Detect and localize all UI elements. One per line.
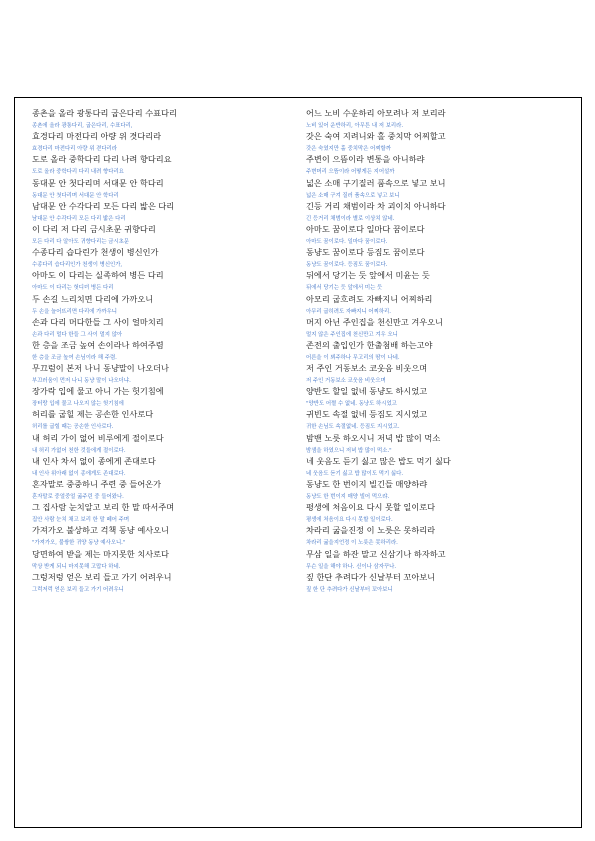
verse-gloss: 무슨 일을 해야 하나. 신이나 삼자꾸나.: [306, 563, 397, 570]
verse-gloss: 내 허리 가없어 천한 것들에게 절이로다.: [32, 447, 126, 454]
verse-pair: [32, 270, 297, 293]
verse-gloss: 어른을 이 뵈주하나 무고리의 땀이 나네.: [306, 354, 400, 361]
verse-gloss: 내 인사 위아래 없이 종에게도 존대로다.: [32, 470, 126, 477]
verse-pair: [306, 433, 571, 456]
verse-gloss: "가져가오, 불쌍한 귀양 동냥 예사오니.": [32, 540, 126, 547]
verse-line: 저 주인 거동보소 코웃음 비웃으며: [306, 363, 428, 374]
verse-gloss: 동냥도 한 번이지 매양 빌어 먹으랴.: [306, 494, 390, 500]
verse-gloss: 네 웃음도 듣기 싫고 밥 많이도 먹기 싫다.: [306, 470, 404, 477]
verse-pair: [306, 108, 571, 131]
verse-pair: [32, 479, 297, 502]
verse-line: 어느 노비 수운하리 아모려나 저 보리라: [306, 108, 446, 118]
verse-gloss: 수종다리 습다리인가 천생이 병신인가,: [32, 262, 123, 269]
verse-line: 평생에 처음이요 다시 못할 일이로다: [306, 502, 436, 513]
verse-line: 효경다리 마전다리 아량 위 겻다리라: [32, 131, 162, 142]
verse-line: 주변이 으뜸이라 변통을 아니하랴: [306, 154, 425, 165]
verse-line: 넓은 소매 구기질러 품속으로 넣고 보니: [306, 177, 446, 188]
verse-gloss: 귀한 손님도 속절없네. 등짐도 지시었고.: [306, 424, 400, 431]
verse-gloss: 종촌에 올라 광통다리, 굽은다리, 수표다리,: [32, 123, 133, 129]
verse-pair: [306, 224, 571, 247]
document-frame: [14, 97, 582, 828]
verse-pair: [306, 502, 571, 525]
right-column: [306, 108, 571, 595]
verse-gloss: 멀지 않은 주인집에 천신만고 겨우 오니: [306, 331, 398, 338]
verse-gloss: 평생에 처음이요 다시 못할 일이로다.: [306, 517, 393, 524]
verse-line: 짚 한단 추려다가 신날부터 꼬아보니: [306, 571, 436, 582]
verse-gloss: 도로 올라 중학다리 다리 내려 향다리요: [32, 169, 124, 176]
verse-gloss: 뒤에서 당기는 듯 앞에서 미는 듯: [306, 285, 383, 292]
verse-pair: [306, 549, 571, 572]
verse-pair: [32, 363, 297, 386]
verse-pair: [32, 201, 297, 224]
verse-pair: [306, 409, 571, 432]
verse-pair: [32, 572, 297, 595]
verse-gloss: 혼자말로 중얼중얼 굶주린 중 들어왔나.: [32, 494, 124, 500]
verse-gloss: 짚 한 단 추려다가 신날부터 꼬아보니: [306, 586, 393, 593]
verse-gloss: 허리를 굽힐 때는 공손한 인사로다.: [32, 424, 114, 431]
verse-pair: [32, 317, 297, 340]
verse-gloss: 넓은 소매 구겨 질러 품속으로 넣고 보니: [306, 192, 400, 199]
verse-pair: [306, 270, 571, 293]
verse-pair: [32, 502, 297, 525]
verse-gloss: 부끄러움이 먼저 나니 동냥 말이 나오더냐.: [32, 378, 131, 385]
verse-gloss: 노비 있어 운반하리, 아무튼 내 저 보리라.: [306, 123, 404, 129]
verse-pair: [306, 201, 571, 224]
verse-line: 한 층을 조금 높여 손이라나 하여주렴: [32, 339, 164, 350]
verse-gloss: 남대문 안 수각다리 모든 다리 밟은 다리: [32, 215, 126, 222]
verse-pair: [306, 386, 571, 409]
verse-line: 그렁저렁 얻은 보리 들고 가기 어려우니: [32, 571, 172, 582]
verse-line: 아마도 꿈이로다 일마다 꿈이로다: [306, 223, 425, 234]
verse-line: 남대문 안 수각다리 모든 다리 밟은 다리: [32, 200, 175, 211]
verse-line: 동냥도 한 번이지 빌긴들 매양하랴: [306, 479, 428, 489]
verse-line: 뒤에서 당기는 듯 앞에서 미윤는 듯: [306, 270, 430, 281]
verse-gloss: 주변머리 으뜸이라 어떻게든 지어설까: [306, 169, 395, 176]
verse-line: 가져가오 불상하고 걱책 동냥 예사오니: [32, 525, 169, 536]
verse-gloss: 아마도 이 다리는 헛디뎌 병든 다리: [32, 285, 114, 292]
verse-pair: [306, 178, 571, 201]
verse-line: 수종다리 습다린가 천생이 병신인가: [32, 247, 159, 258]
verse-gloss: 두 손을 늘어뜨리면 다리에 가까우니: [32, 308, 117, 315]
verse-line: 혼자말로 중중하니 주련 중 들어온가: [32, 479, 162, 489]
verse-pair: [32, 178, 297, 201]
verse-gloss: 동대문 안 첫다리며 서대문 안 학다리: [32, 192, 119, 199]
verse-line: 아마도 이 다리는 실족하여 병든 다리: [32, 270, 164, 281]
verse-pair: [306, 317, 571, 340]
verse-line: 아모리 굽흐려도 자빠지니 어찌하리: [306, 293, 433, 304]
verse-pair: [306, 525, 571, 548]
verse-gloss: 막상 받게 되니 마지못해 고맙다 하네.: [32, 563, 121, 570]
verse-gloss: 그럭저럭 얻은 보리 들고 가기 어려우니: [32, 586, 124, 593]
verse-pair: [306, 340, 571, 363]
verse-line: 밤밴 노릇 하오시니 저녁 밥 많이 먹소: [306, 432, 441, 443]
verse-gloss: 효경다리 마전다리 아량 위 겯다리라: [32, 146, 117, 153]
verse-pair: [32, 525, 297, 548]
verse-line: 차라리 굶을진정 이 노릇은 못하리라: [306, 525, 436, 536]
verse-pair: [306, 294, 571, 317]
verse-gloss: 밤샘을 하였으니 저녁 밥 많이 먹소.": [306, 447, 392, 454]
verse-pair: [306, 131, 571, 154]
verse-pair: [32, 294, 297, 317]
verse-line: 긴등 거리 채범이라 차 괴이치 아니하다: [306, 200, 446, 211]
verse-line: 허리를 굽힐 제는 공손한 인사로다: [32, 409, 154, 420]
verse-line: 동대문 안 첫다리며 서대문 안 학다리: [32, 177, 164, 188]
verse-line: 장가락 입에 물고 아니 가는 헛기침에: [32, 386, 164, 397]
verse-gloss: 차라리 굶을지언정 이 노릇은 못하리라.: [306, 540, 398, 547]
verse-line: 도로 올라 중학다리 다리 나려 향다리요: [32, 154, 172, 165]
verse-line: 네 웃음도 듣기 싫고 많은 밥도 먹기 싫다: [306, 455, 451, 466]
verse-line: 양반도 할일 없네 동냥도 하시었고: [306, 386, 428, 397]
verse-gloss: 아무리 굽히려도 자빠지니 어찌하리.: [306, 308, 391, 315]
verse-gloss: 한 층을 조금 높여 손님이라 해 주렴.: [32, 354, 117, 361]
verse-line: 귀빈도 속절 없네 등짐도 지시었고: [306, 409, 428, 420]
verse-gloss: 집안 사람 눈치 채고 보리 한 말 떼어 주며: [32, 517, 130, 524]
verse-gloss: 저 주인 거동보소 코웃음 비웃으며: [306, 378, 386, 385]
verse-line: 그 집사람 눈치알고 보리 한 말 따서주며: [32, 502, 175, 513]
verse-line: 내 허리 가이 없어 비루에게 절이로다: [32, 432, 164, 443]
verse-pair: [32, 409, 297, 432]
verse-gloss: 긴 등거리 채범이라 별로 이상치 않네.: [306, 215, 395, 222]
verse-pair: [32, 224, 297, 247]
verse-pair: [32, 549, 297, 572]
verse-gloss: 동냥도 꿈이로다. 등짐도 꿈이로다.: [306, 262, 388, 269]
verse-line: 머지 아닌 주인집을 천신만고 겨우오니: [306, 316, 443, 327]
verse-gloss: "양반도 어쩔 수 없네. 동냥도 하시었고: [306, 401, 397, 408]
verse-line: 손과 다리 머다한들 그 사이 얼마치리: [32, 316, 164, 327]
verse-pair: [32, 247, 297, 270]
verse-line: 갓은 숙여 지려니와 홀 중치막 어찌할고: [306, 131, 446, 142]
verse-pair: [32, 131, 297, 154]
verse-pair: [32, 433, 297, 456]
verse-gloss: 장터랑 입에 물고 나오지 않는 헛기침에: [32, 401, 124, 408]
verse-line: 당면하여 받을 제는 마지못한 치사로다: [32, 548, 169, 559]
verse-line: 존전의 출입인가 한출첨배 하는고야: [306, 339, 433, 350]
verse-pair: [32, 108, 297, 131]
verse-pair: [32, 456, 297, 479]
verse-line: 내 인사 차서 없이 종에게 존대로다: [32, 455, 156, 466]
verse-pair: [306, 456, 571, 479]
verse-pair: [306, 154, 571, 177]
verse-pair: [306, 572, 571, 595]
verse-pair: [306, 247, 571, 270]
verse-pair: [32, 340, 297, 363]
verse-pair: [306, 479, 571, 502]
verse-pair: [32, 386, 297, 409]
left-column: [32, 108, 297, 595]
verse-line: 무끄럼이 본저 나니 동냥말이 나오더나: [32, 363, 169, 374]
verse-pair: [32, 154, 297, 177]
verse-line: 이 다리 저 다리 금시초문 귀향다리: [32, 223, 156, 234]
verse-line: 동냥도 꿈이로다 등짐도 꿈이로다: [306, 247, 425, 258]
verse-gloss: 손과 다리 멀다 한들 그 사이 멀지 않아: [32, 331, 123, 338]
verse-gloss: 아마도 꿈이로다. 일마다 꿈이로다.: [306, 238, 388, 245]
verse-line: 두 손길 느리치면 다리에 가까오니: [32, 293, 154, 304]
verse-gloss: 갓은 숙였지만 홀 중치막은 어찌할까: [306, 146, 391, 153]
verse-gloss: 모든 다리 다 알아도 귀향다리는 금시초문: [32, 238, 130, 245]
verse-line: 종촌을 올라 광통다리 굽은다리 수표다리: [32, 108, 177, 118]
verse-line: 무삼 일을 하잔 말고 신삼기나 하자하고: [306, 548, 446, 559]
verse-pair: [306, 363, 571, 386]
